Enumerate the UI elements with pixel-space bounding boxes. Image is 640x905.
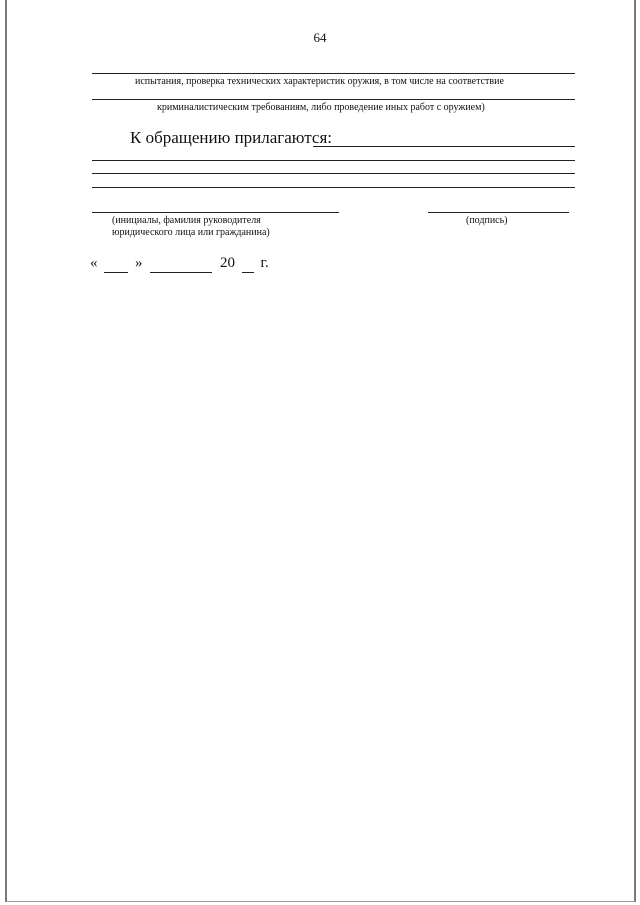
signature-line[interactable]	[428, 212, 569, 213]
date-open-quote: «	[90, 255, 98, 271]
attachments-line-1[interactable]	[92, 160, 575, 161]
date-year-blank[interactable]	[242, 255, 254, 273]
blank-line-2	[92, 99, 575, 100]
signature-caption: (подпись)	[466, 215, 508, 226]
blank-line-1	[92, 73, 575, 74]
attachments-input-line[interactable]	[313, 146, 575, 147]
page-number: 64	[313, 30, 327, 45]
attachments-label: К обращению прилагаются:	[130, 128, 333, 147]
name-caption	[112, 215, 270, 239]
date-line	[90, 255, 269, 273]
attachments-line-3[interactable]	[92, 187, 575, 188]
date-month-blank[interactable]	[150, 255, 212, 273]
name-caption-line-2: юридического лица или гражданина)	[112, 227, 270, 238]
name-caption-line-1: (инициалы, фамилия руководителя	[112, 215, 261, 226]
caption-line-2: криминалистическим требованиям, либо проведение иных работ с оружием)	[157, 102, 485, 113]
date-year-prefix: 20	[220, 255, 235, 271]
attachments-line-2[interactable]	[92, 173, 575, 174]
date-day-blank[interactable]	[104, 255, 128, 273]
name-signature-line[interactable]	[92, 212, 339, 213]
caption-line-1: испытания, проверка технических характеристик оружия, в том числе на соответствие	[135, 76, 504, 87]
date-year-suffix: г.	[260, 255, 269, 271]
date-close-quote: »	[135, 255, 143, 271]
